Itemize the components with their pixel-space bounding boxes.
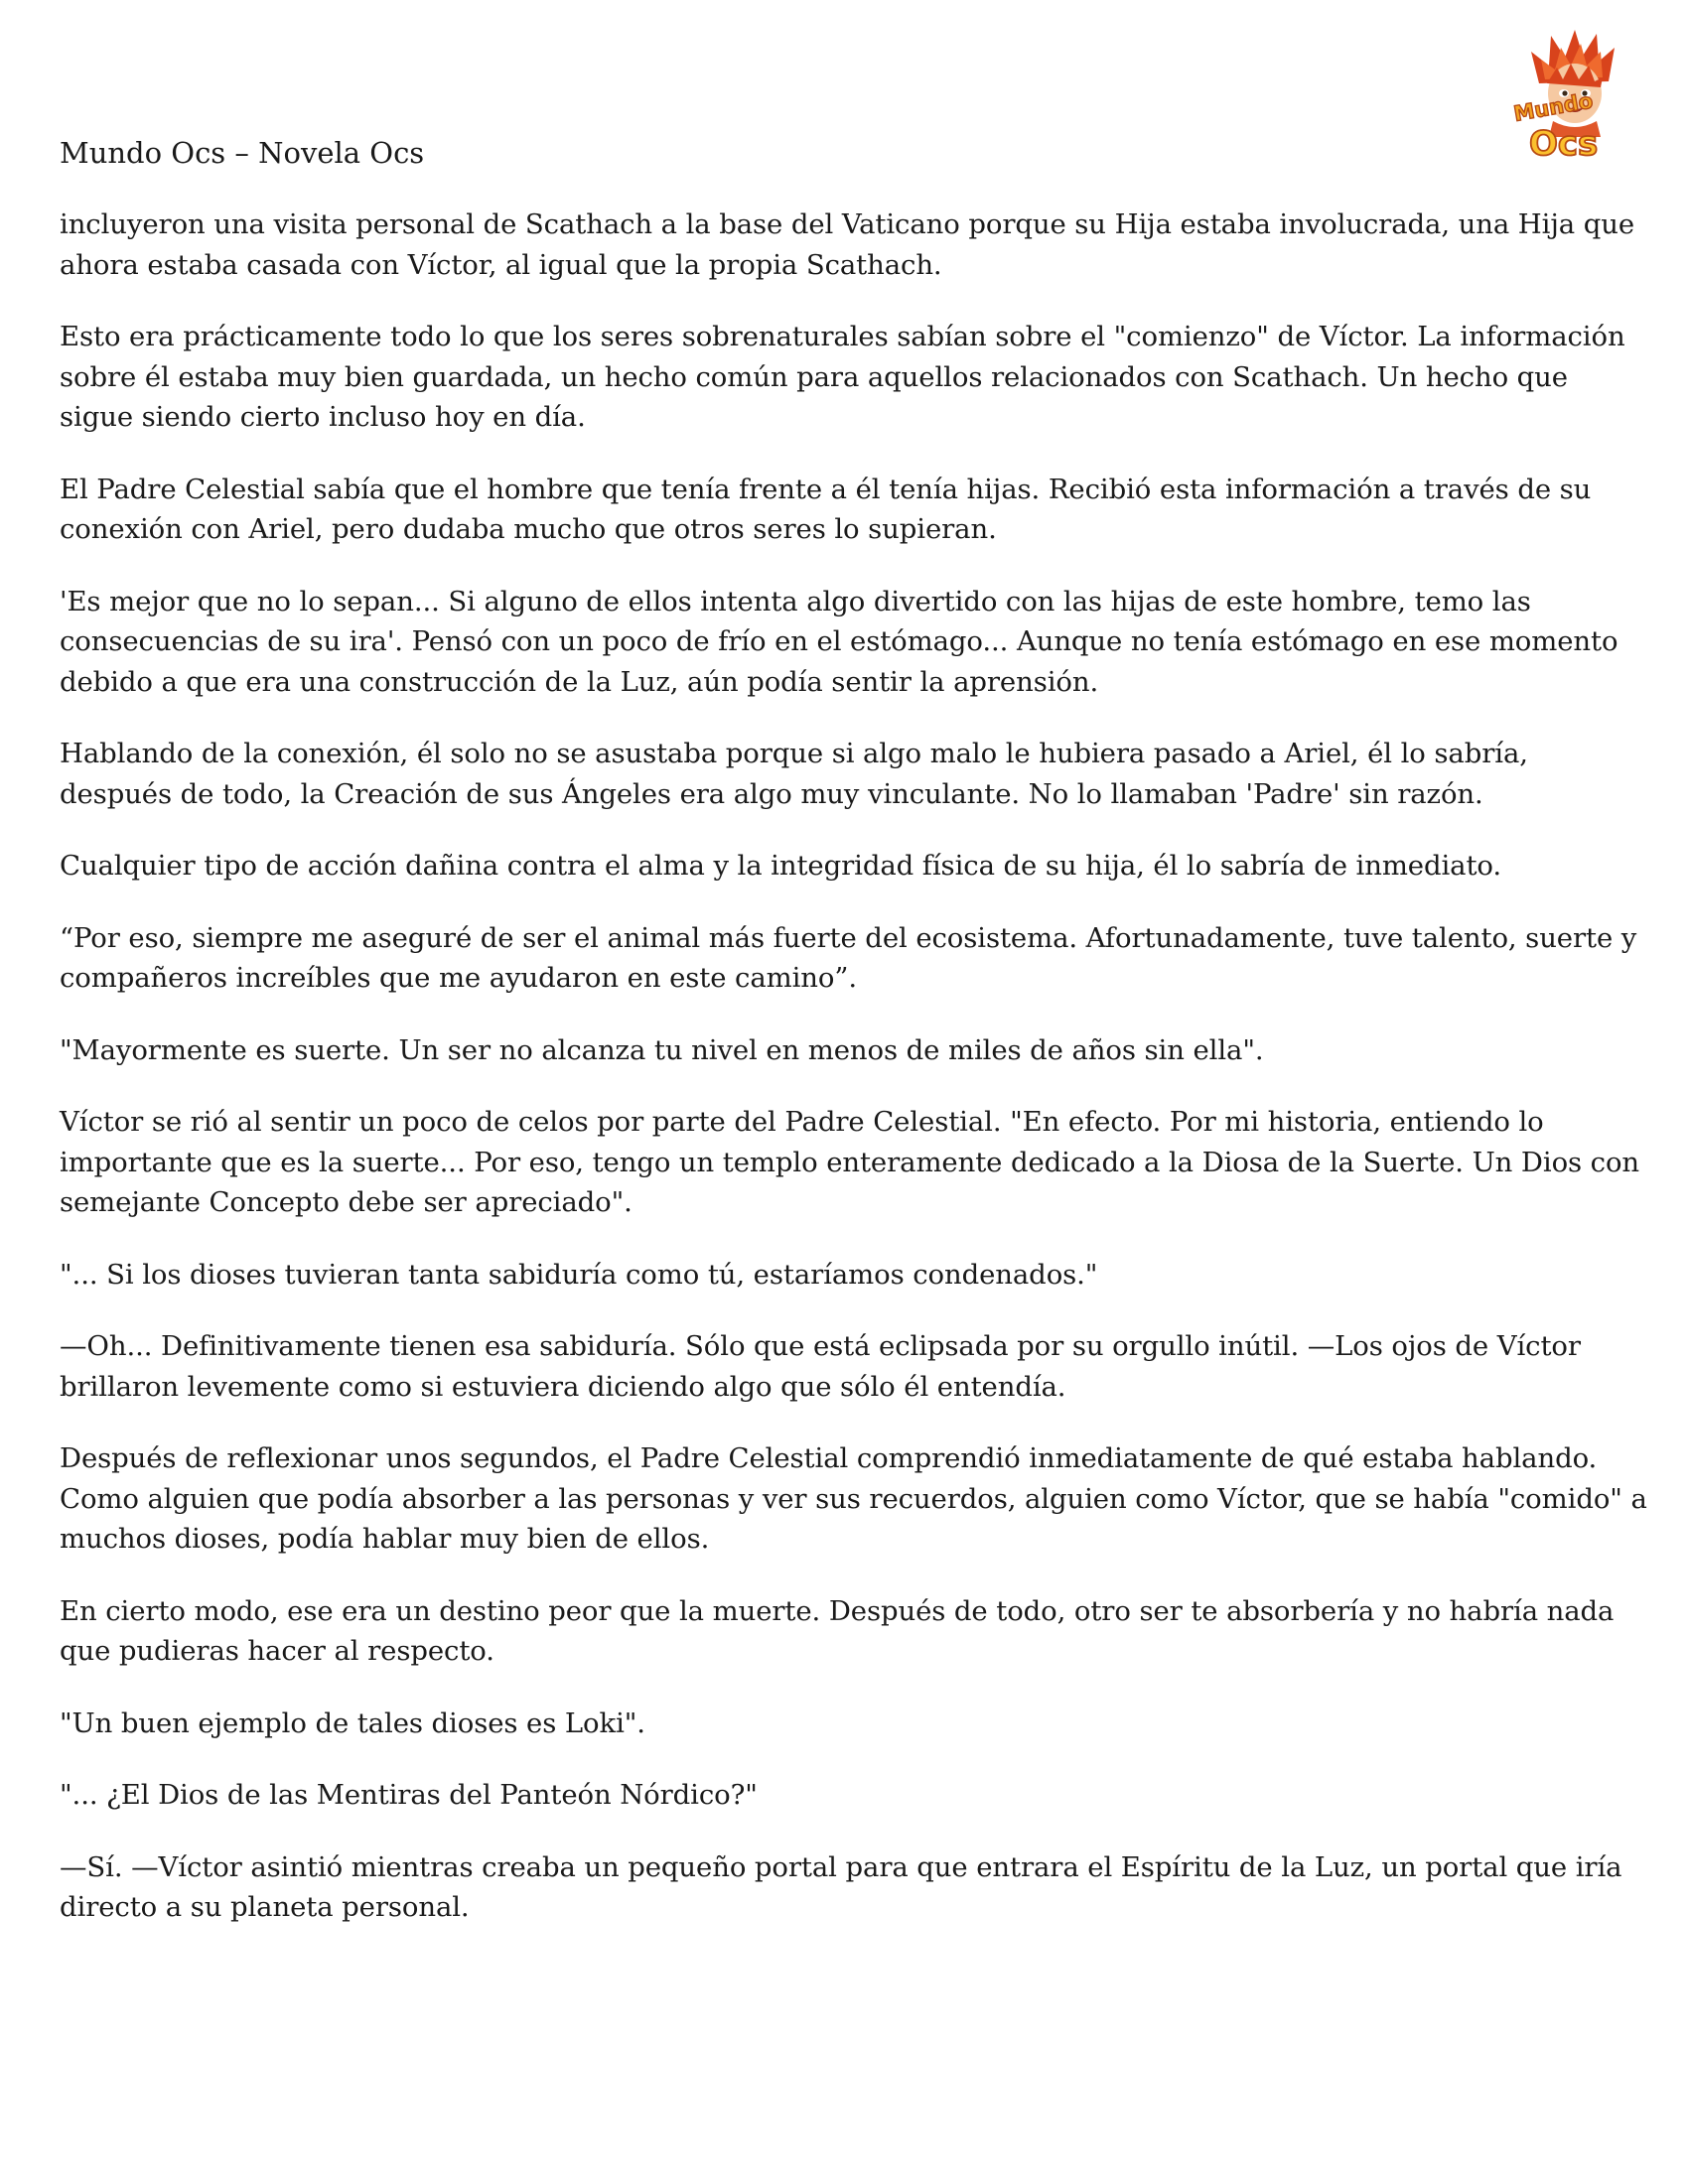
running-header: Mundo Ocs – Novela Ocs [60,136,425,170]
paragraph: "... Si los dioses tuvieran tanta sabiduría como tú, estaríamos condenados." [60,1258,1098,1291]
paragraph: Esto era prácticamente todo lo que los seres sobrenaturales sabían sobre el "comienzo" de Víctor. La información sobre él estaba muy bien guardada, un hecho común para aquellos relacionados con Scathach. Un hecho que sigue siendo cierto incluso hoy en día. [60,321,1625,433]
paragraph: El Padre Celestial sabía que el hombre que tenía frente a él tenía hijas. Recibió esta información a través de su conexión con Ariel, pero dudaba mucho que otros seres lo supieran. [60,473,1592,545]
paragraph: Víctor se rió al sentir un poco de celos por parte del Padre Celestial. "En efecto. Por mi historia, entiendo lo importante que es la suerte... Por eso, tengo un templo enteramente dedicado a la Diosa de la Suerte. Un Dios con semejante Concepto debe ser apreciado". [60,1106,1640,1218]
paragraph: "Un buen ejemplo de tales dioses es Loki". [60,1706,645,1739]
paragraph: Cualquier tipo de acción dañina contra el alma y la integridad física de su hija, él lo sabría de inmediato. [60,850,1502,882]
paragraph: —Oh... Definitivamente tienen esa sabiduría. Sólo que está eclipsada por su orgullo inútil. —Los ojos de Víctor brillaron levemente como si estuviera diciendo algo que sólo él entendía. [60,1330,1581,1403]
paragraph: incluyeron una visita personal de Scathach a la base del Vaticano porque su Hija estaba involucrada, una Hija que ahora estaba casada con Víctor, al igual que la propia Scathach. [60,208,1634,281]
mundo-ocs-logo [1509,22,1638,161]
paragraph: 'Es mejor que no lo sepan... Si alguno de ellos intenta algo divertido con las hijas de este hombre, temo las consecuencias de su ira'. Pensó con un poco de frío en el estómago... Aunque no tenía estómago en ese momento debido a que era una construcción de la Luz, aún podía sentir la aprensión. [60,585,1618,698]
paragraph: En cierto modo, ese era un destino peor que la muerte. Después de todo, otro ser te absorbería y no habría nada que pudieras hacer al respecto. [60,1594,1615,1667]
paragraph: "Mayormente es suerte. Un ser no alcanza tu nivel en menos de miles de años sin ella". [60,1033,1264,1066]
svg-text:Ocs: Ocs [1529,124,1599,161]
paragraph: Después de reflexionar unos segundos, el Padre Celestial comprendió inmediatamente de qué estaba hablando. Como alguien que podía absorber a las personas y ver sus recuerdos, alguien como Víctor, que se había "comido" a muchos dioses, podía hablar muy bien de ellos. [60,1442,1647,1555]
body-text [60,205,1648,1960]
svg-text:Mundo: Mundo [1511,88,1595,126]
paragraph: —Sí. —Víctor asintió mientras creaba un pequeño portal para que entrara el Espíritu de la Luz, un portal que iría directo a su planeta personal. [60,1850,1622,1923]
paragraph: "... ¿El Dios de las Mentiras del Panteón Nórdico?" [60,1779,758,1811]
paragraph: “Por eso, siempre me aseguré de ser el animal más fuerte del ecosistema. Afortunadamente, tuve talento, suerte y compañeros increíbles que me ayudaron en este camino”. [60,921,1637,994]
paragraph: Hablando de la conexión, él solo no se asustaba porque si algo malo le hubiera pasado a Ariel, él lo sabría, después de todo, la Creación de sus Ángeles era algo muy vinculante. No lo llamaban 'Padre' sin razón. [60,738,1528,810]
